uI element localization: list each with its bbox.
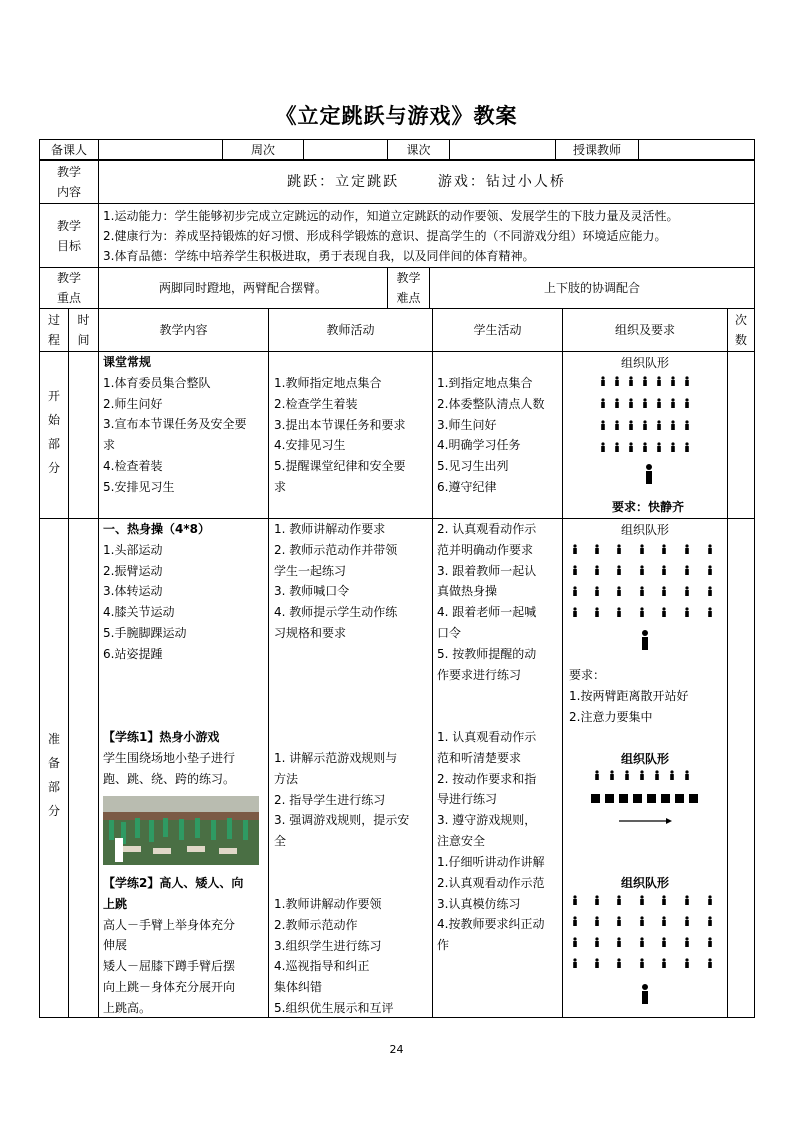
start-label-char: 始: [47, 413, 60, 427]
student-figure-icon: [671, 442, 675, 452]
game-student-item: 2. 按动作要求和指: [437, 771, 537, 786]
student-figure-icon: [595, 586, 599, 596]
col-student: 学生活动: [433, 309, 563, 352]
student-figure-icon: [708, 937, 712, 947]
warmup-student-item: 2. 认真观看动作示: [437, 522, 537, 536]
drill-teacher-item: 2.教师示范动作: [274, 917, 358, 932]
student-figure-icon: [640, 916, 644, 926]
start-teacher-item: 3.提出本节课任务和要求: [274, 417, 406, 432]
week-label: 周次: [223, 140, 304, 161]
student-figure-icon: [617, 607, 621, 617]
start-label-char: 部: [47, 437, 60, 451]
drill-content: [103, 873, 243, 1019]
student-figure-icon: [685, 398, 689, 408]
student-figure-icon: [662, 916, 666, 926]
mat-icon: [619, 794, 628, 803]
game-teacher-item: 2. 指导学生进行练习: [274, 792, 386, 807]
student-figure-icon: [662, 958, 666, 968]
game-formation: [563, 768, 727, 830]
drill-student-item: 作: [437, 938, 450, 953]
game-desc-line: 跑、跳、绕、跨的练习。: [103, 771, 236, 786]
drill-teacher-item: 5.组织优生展示和互评: [274, 1000, 394, 1015]
student-figure-icon: [640, 586, 644, 596]
goal-item: 3.体育品德：学练中培养学生积极进取，勇于表现自我，以及同伴间的体育精神。: [103, 248, 535, 263]
prep-label-char: 备: [47, 756, 60, 770]
student-figure-icon: [640, 895, 644, 905]
game-teacher-item: 方法: [274, 771, 299, 786]
col-teacher: 教师活动: [269, 309, 433, 352]
drill-desc-line: 伸展: [103, 938, 128, 953]
week-value: [304, 140, 388, 161]
page-number: 24: [389, 1043, 404, 1056]
warmup-student-item: 作要求进行练习: [437, 667, 522, 682]
prep-label-char: 部: [47, 780, 60, 794]
content-label-l2: 内容: [56, 184, 81, 199]
student-figure-icon: [685, 937, 689, 947]
drill-student-item: 1.仔细听讲动作讲解: [437, 855, 545, 869]
col-org: 组织及要求: [563, 309, 728, 352]
game-student-item: 注意安全: [437, 833, 486, 848]
warmup-req-item: 要求：: [569, 668, 606, 682]
drill-formation: [563, 893, 727, 1010]
difficulty-label-l2: 难点: [396, 291, 421, 305]
game-teacher-item: 全: [274, 834, 287, 849]
mat-icon: [633, 794, 642, 803]
preparer-value: [99, 140, 223, 161]
student-figure-icon: [601, 420, 605, 430]
student-figure-icon: [617, 937, 621, 947]
student-figure-icon: [640, 937, 644, 947]
student-figure-icon: [662, 586, 666, 596]
col-time-l2: 间: [77, 333, 90, 347]
drill-desc-line: 上跳高。: [103, 1000, 152, 1015]
col-times-l1: 次: [734, 313, 747, 327]
start-content: [103, 352, 246, 498]
game-formation-mats: [591, 794, 698, 803]
prep-label-char: 准: [47, 732, 60, 746]
student-figure-icon: [708, 958, 712, 968]
warmup-student-item: 3. 跟着教师一起认: [437, 563, 537, 578]
student-figure-icon: [685, 565, 689, 575]
student-figure-icon: [708, 916, 712, 926]
student-figure-icon: [671, 376, 675, 386]
content-table: [39, 159, 755, 268]
student-figure-icon: [671, 398, 675, 408]
content-label-l1: 教学: [56, 164, 81, 179]
warmup-req-item: 2.注意力要集中: [569, 709, 653, 724]
student-figure-icon: [610, 770, 614, 780]
warmup-item: 2.振臂运动: [103, 563, 163, 578]
student-figure-icon: [685, 916, 689, 926]
content-label: [40, 160, 99, 204]
student-figure-icon: [643, 398, 647, 408]
student-figure-icon: [670, 770, 674, 780]
student-figure-icon: [601, 376, 605, 386]
start-teacher-item: 求: [274, 479, 287, 494]
start-content-item: 求: [103, 438, 116, 453]
student-figure-icon: [595, 958, 599, 968]
student-figure-icon: [617, 544, 621, 554]
student-figure-icon: [662, 565, 666, 575]
student-figure-icon: [573, 937, 577, 947]
drill-teacher-item: 1.教师讲解动作要领: [274, 897, 382, 911]
start-content-title: 课堂常规: [103, 355, 152, 369]
student-figure-icon: [615, 442, 619, 452]
student-figure-icon: [671, 420, 675, 430]
start-content-item: 1.体育委员集合整队: [103, 375, 211, 390]
game-photo: [103, 796, 259, 865]
prep-label-char: 分: [47, 804, 60, 818]
col-times-l2: 数: [734, 333, 747, 347]
teacher-figure-icon: [642, 984, 648, 1004]
lesson-value: [450, 140, 556, 161]
drill-title: 【学练2】高人、矮人、向: [103, 876, 244, 890]
student-figure-icon: [601, 442, 605, 452]
col-content: 教学内容: [99, 309, 269, 352]
warmup-teacher-item: 学生一起练习: [274, 563, 347, 578]
drill-desc-line: 矮人－屈膝下蹲手臂后摆: [103, 959, 236, 974]
keypoints-label-l1: 教学: [56, 271, 81, 285]
mat-icon: [605, 794, 614, 803]
student-figure-icon: [640, 770, 644, 780]
student-figure-icon: [657, 398, 661, 408]
student-figure-icon: [662, 937, 666, 947]
start-formation-students: [601, 376, 689, 452]
student-figure-icon: [640, 544, 644, 554]
warmup-teacher-item: 1. 教师讲解动作要求: [274, 522, 386, 536]
mat-icon: [647, 794, 656, 803]
student-figure-icon: [708, 544, 712, 554]
student-figure-icon: [685, 376, 689, 386]
drill-org-title: 组织队形: [620, 876, 669, 890]
start-student-item: 1.到指定地点集合: [437, 376, 533, 390]
preparer-label: 备课人: [40, 140, 99, 161]
student-figure-icon: [595, 895, 599, 905]
warmup-teacher: [274, 519, 397, 644]
start-org-title: 组织队形: [620, 356, 669, 370]
start-teacher-item: 4.安排见习生: [274, 438, 346, 453]
goals-label-l2: 目标: [56, 238, 81, 253]
student-figure-icon: [708, 607, 712, 617]
student-figure-icon: [617, 916, 621, 926]
lesson-label: 课次: [388, 140, 450, 161]
start-section-label: [39, 384, 69, 480]
student-figure-icon: [573, 565, 577, 575]
student-figure-icon: [615, 420, 619, 430]
student-figure-icon: [685, 442, 689, 452]
difficulty-label: [388, 268, 430, 309]
student-figure-icon: [662, 895, 666, 905]
student-figure-icon: [573, 544, 577, 554]
warmup-teacher-item: 习规格和要求: [274, 625, 347, 640]
warmup-student-item: 5. 按教师提醒的动: [437, 646, 537, 661]
start-teacher-item: 1.教师指定地点集合: [274, 376, 382, 390]
start-student-item: 2.体委整队清点人数: [437, 396, 545, 411]
start-student-item: 6.遵守纪律: [437, 479, 497, 494]
prep-section-label: [39, 727, 69, 823]
warmup-title: 一、热身操（4*8）: [103, 522, 210, 536]
student-figure-icon: [595, 544, 599, 554]
student-figure-icon: [573, 607, 577, 617]
student-figure-icon: [708, 586, 712, 596]
drill-formation-students: [573, 895, 712, 968]
keypoints-label: [40, 268, 99, 309]
goals-list: [99, 204, 755, 268]
student-figure-icon: [640, 565, 644, 575]
difficulty-value: 上下肢的协调配合: [430, 268, 755, 309]
game-student-item: 3. 遵守游戏规则，: [437, 813, 537, 828]
student-figure-icon: [685, 607, 689, 617]
student-figure-icon: [685, 895, 689, 905]
difficulty-label-l1: 教学: [396, 271, 421, 285]
warmup-item: 1.头部运动: [103, 542, 163, 557]
start-teacher-item: 5.提醒课堂纪律和安全要: [274, 459, 406, 474]
start-teacher: [274, 373, 405, 498]
col-process: [40, 309, 69, 352]
student-figure-icon: [617, 565, 621, 575]
student-figure-icon: [685, 544, 689, 554]
student-figure-icon: [617, 958, 621, 968]
student-figure-icon: [685, 958, 689, 968]
keypoints-table: [39, 267, 755, 309]
drill-desc-line: 高人－手臂上举身体充分: [103, 917, 236, 932]
student-figure-icon: [643, 376, 647, 386]
goal-item: 1.运动能力：学生能够初步完成立定跳远的动作，知道立定跳跃的动作要领、发展学生的下肢力量及灵活性。: [103, 208, 679, 223]
start-student-item: 4.明确学习任务: [437, 438, 521, 453]
student-figure-icon: [573, 586, 577, 596]
goal-item: 2.健康行为：养成坚持锻炼的好习惯、形成科学锻炼的意识、提高学生的（不同游戏分组）环境适应能力。: [103, 228, 667, 243]
start-content-item: 2.师生问好: [103, 396, 163, 411]
start-student: [437, 373, 544, 498]
student-figure-icon: [601, 398, 605, 408]
warmup-formation-students: [573, 544, 712, 617]
game-student-item: 范和听清楚要求: [437, 750, 522, 765]
warmup-item: 6.站姿提踵: [103, 646, 163, 661]
student-figure-icon: [662, 607, 666, 617]
student-figure-icon: [643, 442, 647, 452]
warmup-formation: [563, 538, 727, 663]
student-figure-icon: [617, 586, 621, 596]
game-teacher: [274, 748, 409, 852]
student-figure-icon: [685, 586, 689, 596]
warmup-item: 5.手腕脚踝运动: [103, 625, 187, 640]
col-times: [728, 309, 755, 352]
start-student-item: 5.见习生出列: [437, 459, 509, 474]
warmup-org-title: 组织队形: [620, 523, 669, 537]
goals-label-l1: 教学: [56, 218, 81, 233]
student-figure-icon: [657, 420, 661, 430]
start-student-item: 3.师生问好: [437, 417, 497, 432]
student-figure-icon: [685, 420, 689, 430]
teacher-figure-icon: [646, 464, 652, 484]
warmup-req-item: 1.按两臂距离散开站好: [569, 688, 689, 703]
warmup-student: [437, 519, 536, 685]
drill-student-item: 2.认真观看动作示范: [437, 875, 545, 890]
teacher-value: [639, 140, 755, 161]
drill-desc-line: 向上跳－身体充分展开向: [103, 979, 236, 994]
warmup-item: 4.膝关节运动: [103, 605, 175, 620]
start-content-item: 3.宣布本节课任务及安全要: [103, 417, 247, 432]
student-figure-icon: [573, 958, 577, 968]
warmup-student-item: 真做热身操: [437, 584, 498, 599]
start-org-requirement: 要求：快静齐: [612, 500, 685, 514]
warmup-teacher-item: 3. 教师喊口令: [274, 584, 350, 599]
col-process-l2: 程: [47, 333, 60, 347]
student-figure-icon: [615, 376, 619, 386]
game-student-item: 1. 认真观看动作示: [437, 730, 537, 744]
student-figure-icon: [595, 916, 599, 926]
drill-student: [437, 852, 544, 956]
teacher-label: 授课教师: [556, 140, 639, 161]
start-content-item: 4.检查着装: [103, 458, 163, 473]
start-label-char: 开: [47, 389, 60, 403]
student-figure-icon: [685, 770, 689, 780]
student-figure-icon: [625, 770, 629, 780]
student-figure-icon: [643, 420, 647, 430]
game-title: 【学练1】热身小游戏: [103, 730, 220, 744]
drill-teacher: [274, 894, 393, 1019]
game-teacher-item: 1. 讲解示范游戏规则与: [274, 751, 398, 765]
start-label-char: 分: [47, 461, 60, 475]
start-teacher-item: 2.检查学生着装: [274, 396, 358, 411]
warmup-student-item: 口令: [437, 625, 462, 640]
student-figure-icon: [657, 442, 661, 452]
game-student-item: 导进行练习: [437, 792, 498, 807]
student-figure-icon: [640, 958, 644, 968]
student-figure-icon: [629, 442, 633, 452]
page-title: 《立定跳跃与游戏》教案: [275, 103, 518, 128]
warmup-student-item: 4. 跟着老师一起喊: [437, 605, 537, 620]
col-process-l1: 过: [47, 313, 60, 327]
student-figure-icon: [708, 895, 712, 905]
mat-icon: [675, 794, 684, 803]
arrow-right-icon: [619, 818, 672, 824]
col-time: [69, 309, 99, 352]
drill-title-cont: 上跳: [103, 896, 128, 911]
keypoints-label-l2: 重点: [56, 291, 81, 305]
student-figure-icon: [573, 916, 577, 926]
goals-label: [40, 204, 99, 268]
student-figure-icon: [573, 895, 577, 905]
warmup-student-item: 范并明确动作要求: [437, 542, 534, 557]
col-time-l1: 时: [77, 313, 90, 327]
content-value: 跳跃：立定跳跃 游戏：钻过小人桥: [99, 160, 755, 204]
game-teacher-item: 3. 强调游戏规则，提示安: [274, 813, 410, 828]
mat-icon: [689, 794, 698, 803]
warmup-requirements: [569, 665, 688, 727]
student-figure-icon: [629, 420, 633, 430]
game-student: [437, 727, 536, 852]
drill-teacher-item: 4.巡视指导和纠正: [274, 959, 370, 974]
student-figure-icon: [708, 565, 712, 575]
warmup-content: [103, 519, 210, 665]
drill-teacher-item: 集体纠错: [274, 980, 323, 995]
drill-student-item: 4.按教师要求纠正动: [437, 917, 545, 932]
student-figure-icon: [640, 607, 644, 617]
game-org-title: 组织队形: [620, 752, 669, 766]
student-figure-icon: [615, 398, 619, 408]
game-formation-students: [595, 770, 689, 780]
student-figure-icon: [595, 937, 599, 947]
teacher-figure-icon: [642, 630, 648, 650]
mat-icon: [591, 794, 600, 803]
student-figure-icon: [595, 770, 599, 780]
warmup-item: 3.体转运动: [103, 584, 163, 599]
drill-student-item: 3.认真模仿练习: [437, 896, 521, 911]
warmup-teacher-item: 4. 教师提示学生动作练: [274, 605, 398, 620]
game-content: [103, 727, 235, 789]
student-figure-icon: [662, 544, 666, 554]
student-figure-icon: [617, 895, 621, 905]
mat-icon: [661, 794, 670, 803]
student-figure-icon: [595, 607, 599, 617]
keypoints-value: 两脚同时蹬地，两臂配合摆臂。: [99, 268, 388, 309]
student-figure-icon: [657, 376, 661, 386]
student-figure-icon: [629, 398, 633, 408]
student-figure-icon: [595, 565, 599, 575]
student-figure-icon: [655, 770, 659, 780]
student-figure-icon: [629, 376, 633, 386]
header-table: [39, 139, 755, 161]
start-content-item: 5.安排见习生: [103, 479, 175, 494]
game-desc-line: 学生围绕场地小垫子进行: [103, 750, 236, 765]
drill-teacher-item: 3.组织学生进行练习: [274, 938, 382, 953]
warmup-teacher-item: 2. 教师示范动作并带领: [274, 542, 398, 557]
